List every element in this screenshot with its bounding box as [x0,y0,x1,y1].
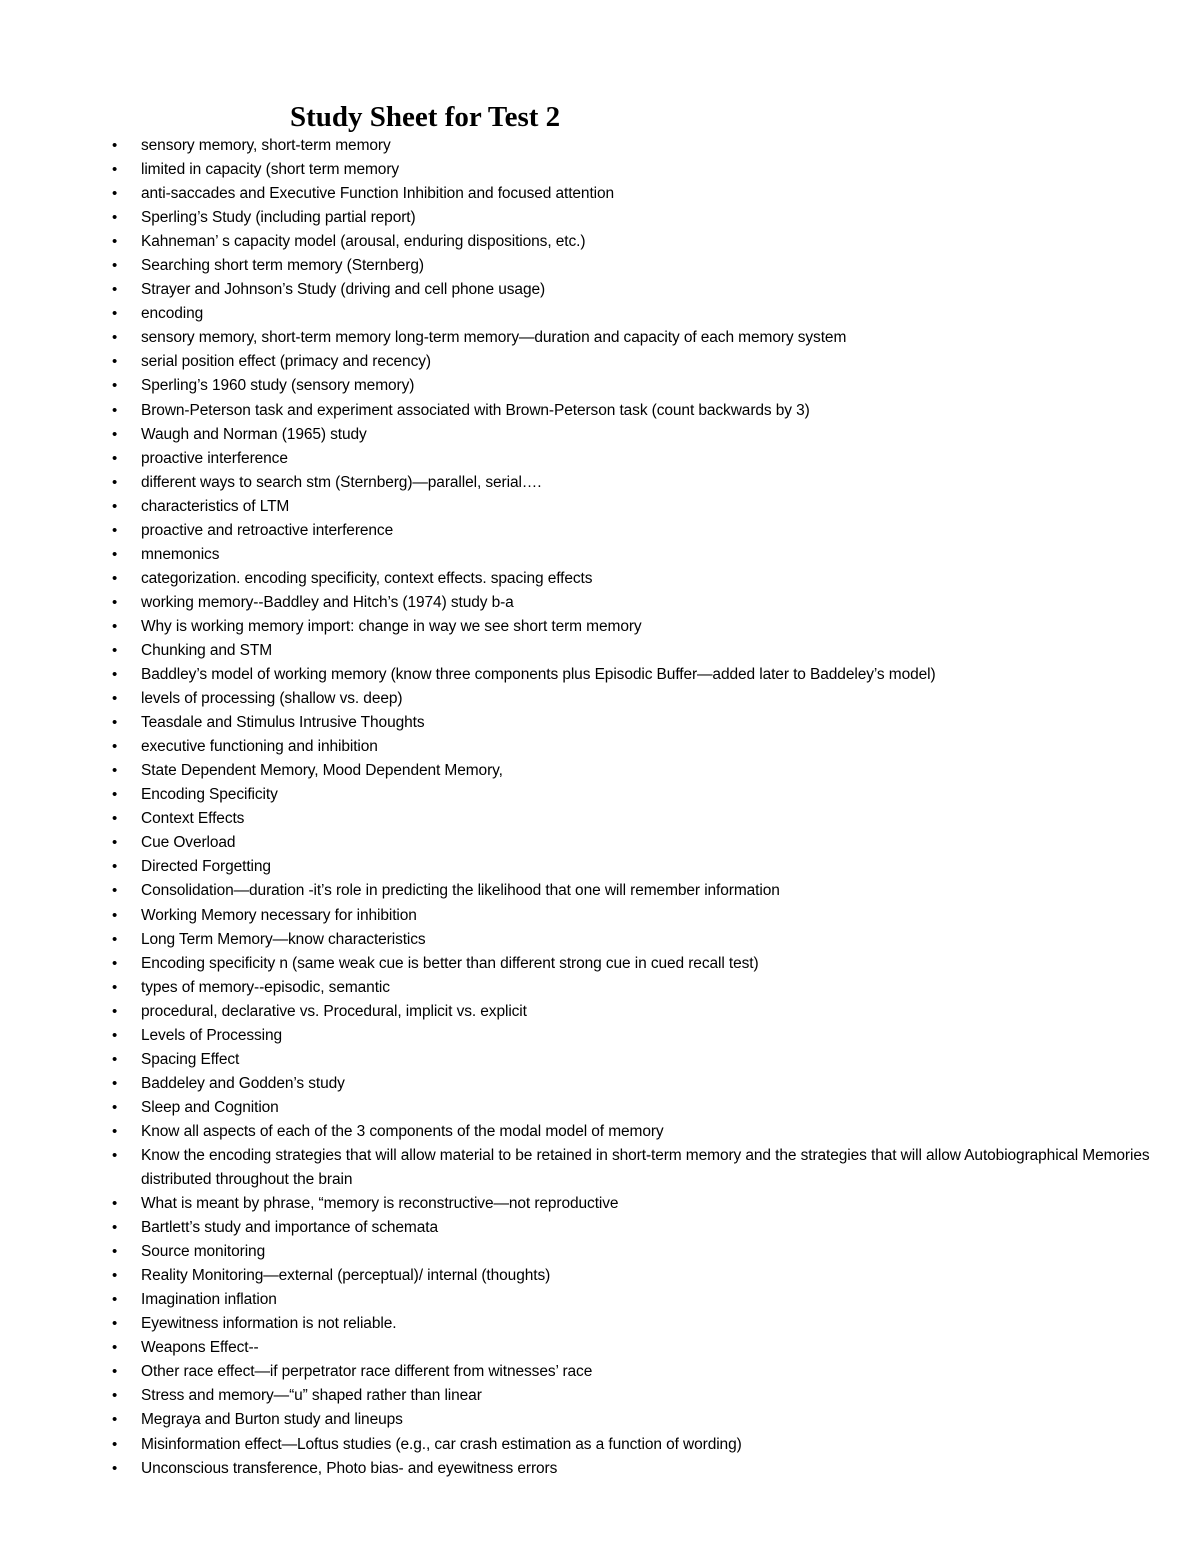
bullet-icon: • [112,1387,118,1405]
bullet-icon: • [112,882,118,900]
list-item [0,807,1200,831]
list-item-text: types of memory--episodic, semantic [141,978,390,996]
list-item-text: Megraya and Burton study and lineups [141,1411,403,1429]
bullet-icon: • [112,329,118,347]
list-item [0,567,1200,591]
list-item-text: Weapons Effect-- [141,1339,259,1357]
list-item [0,1288,1200,1312]
bullet-icon: • [112,786,118,804]
list-item [0,182,1200,206]
list-item [0,831,1200,855]
list-item-text: Kahneman’ s capacity model (arousal, enduring dispositions, etc.) [141,233,586,251]
list-item-text: Waugh and Norman (1965) study [141,425,367,443]
list-item-text: Teasdale and Stimulus Intrusive Thoughts [141,714,425,732]
bullet-icon: • [112,641,118,659]
list-item [0,591,1200,615]
list-item [0,399,1200,423]
bullet-icon: • [112,1026,118,1044]
list-item-text: categorization. encoding specificity, context effects. spacing effects [141,569,593,587]
list-item-text: Why is working memory import: change in way we see short term memory [141,617,642,635]
list-item [0,1433,1200,1457]
list-item-text: Spacing Effect [141,1050,240,1068]
list-item [0,302,1200,326]
list-item [0,639,1200,663]
bullet-icon: • [112,521,118,539]
list-item [0,495,1200,519]
list-item-text: sensory memory, short-term memory long-term memory—duration and capacity of each memory system [141,329,847,347]
list-item [0,447,1200,471]
bullet-icon: • [112,449,118,467]
bullet-icon: • [112,690,118,708]
list-item [0,687,1200,711]
list-item-text: Stress and memory—“u” shaped rather than linear [141,1387,482,1405]
list-item-text: Directed Forgetting [141,858,271,876]
list-item-text: Sperling’s 1960 study (sensory memory) [141,377,415,395]
list-item-text: sensory memory, short-term memory [141,137,391,154]
list-item-text: different ways to search stm (Sternberg)—parallel, serial…. [141,473,542,491]
list-item-text: Levels of Processing [141,1026,283,1044]
list-item-text: Chunking and STM [141,641,273,659]
list-item [0,374,1200,398]
bullet-icon: • [112,1363,118,1381]
list-item-text: Baddley’s model of working memory (know three components plus Episodic Buffer—added later to Baddeley’s model) [141,666,936,684]
list-item [0,711,1200,735]
list-item-text: proactive and retroactive interference [141,521,394,539]
bullet-icon: • [112,1002,118,1020]
list-item-text: Encoding Specificity [141,786,278,804]
bullet-icon: • [112,1315,118,1333]
list-item-text: Sperling’s Study (including partial report) [141,209,416,227]
list-item-text: proactive interference [141,449,288,467]
bullet-icon: • [112,810,118,828]
list-item [0,1216,1200,1240]
list-item [0,879,1200,903]
list-item [0,615,1200,639]
list-item [0,1144,1200,1192]
list-item-text: Eyewitness information is not reliable. [141,1315,397,1333]
list-item-text: anti-saccades and Executive Function Inhibition and focused attention [141,185,615,203]
bullet-icon: • [112,1219,118,1237]
list-item [0,735,1200,759]
list-item-text: What is meant by phrase, “memory is reconstructive—not reproductive [141,1195,619,1213]
list-item-text: mnemonics [141,545,220,563]
list-item-text: Context Effects [141,810,245,828]
list-item-text: Long Term Memory—know characteristics [141,930,426,948]
list-item-text: Baddeley and Godden’s study [141,1074,345,1092]
list-item [0,1336,1200,1360]
list-item-text: serial position effect (primacy and recency) [141,353,431,371]
list-item [0,663,1200,687]
list-item [0,1024,1200,1048]
bullet-icon: • [112,233,118,251]
bullet-icon: • [112,617,118,635]
list-item [0,1384,1200,1408]
list-item-text: Know the encoding strategies that will allow material to be retained in short-term memory and the strategies that will allow Autobiographical Memories distributed throughout the brain [141,1146,1150,1189]
bullet-icon: • [112,1098,118,1116]
list-item [0,1264,1200,1288]
bullet-icon: • [112,1267,118,1285]
list-item-text: working memory--Baddley and Hitch’s (1974) study b-a [141,593,514,611]
list-item [0,1312,1200,1336]
list-item [0,423,1200,447]
list-item-text: Sleep and Cognition [141,1098,279,1116]
page-title: Study Sheet for Test 2 [290,101,561,133]
list-item-text: encoding [141,305,204,323]
bullet-icon: • [112,762,118,780]
list-item [0,904,1200,928]
bullet-icon: • [112,401,118,419]
bullet-icon: • [112,1243,118,1261]
bullet-icon: • [112,569,118,587]
list-item [0,1000,1200,1024]
bullet-icon: • [112,473,118,491]
list-item [0,1096,1200,1120]
bullet-icon: • [112,1122,118,1140]
bullet-icon: • [112,738,118,756]
bullet-icon: • [112,1339,118,1357]
bullet-icon: • [112,377,118,395]
bullet-icon: • [112,954,118,972]
list-item [0,206,1200,230]
list-item [0,1048,1200,1072]
bullet-icon: • [112,305,118,323]
list-item [0,759,1200,783]
list-item [0,278,1200,302]
list-item-text: executive functioning and inhibition [141,738,378,756]
list-item-text: Source monitoring [141,1243,266,1261]
bullet-icon: • [112,185,118,203]
list-item-text: Consolidation—duration -it’s role in predicting the likelihood that one will remember information [141,882,780,900]
list-item-text: Know all aspects of each of the 3 components of the modal model of memory [141,1122,664,1140]
list-item [0,519,1200,543]
list-item-text: Encoding specificity n (same weak cue is better than different strong cue in cued recall test) [141,954,759,972]
list-item [0,350,1200,374]
list-item-text: Brown-Peterson task and experiment associated with Brown-Peterson task (count backwards by 3) [141,401,810,419]
bullet-icon: • [112,1074,118,1092]
list-item-text: Imagination inflation [141,1291,277,1309]
bullet-icon: • [112,593,118,611]
list-item [0,1408,1200,1432]
bullet-icon: • [112,209,118,227]
bullet-icon: • [112,906,118,924]
list-item [0,976,1200,1000]
bullet-icon: • [112,353,118,371]
study-topic-list [0,134,1200,1481]
list-item-text: State Dependent Memory, Mood Dependent Memory, [141,762,503,780]
list-item [0,543,1200,567]
bullet-icon: • [112,1411,118,1429]
list-item [0,1457,1200,1481]
bullet-icon: • [112,1435,118,1453]
bullet-icon: • [112,1050,118,1068]
list-item [0,1360,1200,1384]
list-item [0,928,1200,952]
list-item-text: Working Memory necessary for inhibition [141,906,417,924]
bullet-icon: • [112,281,118,299]
list-item [0,1240,1200,1264]
bullet-icon: • [112,1459,118,1477]
list-item-text: Searching short term memory (Sternberg) [141,257,424,275]
list-item [0,158,1200,182]
list-item-text: limited in capacity (short term memory [141,161,400,179]
bullet-icon: • [112,497,118,515]
list-item [0,1072,1200,1096]
bullet-icon: • [112,137,118,154]
list-item-text: Reality Monitoring—external (perceptual)/ internal (thoughts) [141,1267,551,1285]
list-item-text: procedural, declarative vs. Procedural, implicit vs. explicit [141,1002,527,1020]
bullet-icon: • [112,834,118,852]
bullet-icon: • [112,978,118,996]
list-item [0,326,1200,350]
bullet-icon: • [112,545,118,563]
list-item [0,1120,1200,1144]
list-item-text: Unconscious transference, Photo bias- and eyewitness errors [141,1459,558,1477]
list-item [0,783,1200,807]
bullet-icon: • [112,714,118,732]
bullet-icon: • [112,858,118,876]
bullet-icon: • [112,1146,118,1164]
list-item-text: Other race effect—if perpetrator race different from witnesses’ race [141,1363,593,1381]
list-item-text: Misinformation effect—Loftus studies (e.g., car crash estimation as a function of wording) [141,1435,742,1453]
list-item [0,254,1200,278]
list-item [0,134,1200,158]
list-item [0,471,1200,495]
list-item-text: Cue Overload [141,834,236,852]
bullet-icon: • [112,666,118,684]
bullet-icon: • [112,1291,118,1309]
bullet-icon: • [112,425,118,443]
bullet-icon: • [112,257,118,275]
list-item-text: Strayer and Johnson’s Study (driving and cell phone usage) [141,281,546,299]
list-item [0,1192,1200,1216]
list-item [0,230,1200,254]
list-item-text: levels of processing (shallow vs. deep) [141,690,403,708]
list-item [0,855,1200,879]
list-item [0,952,1200,976]
list-item-text: characteristics of LTM [141,497,290,515]
bullet-icon: • [112,930,118,948]
bullet-icon: • [112,161,118,179]
bullet-icon: • [112,1195,118,1213]
list-item-text: Bartlett’s study and importance of schemata [141,1219,438,1237]
